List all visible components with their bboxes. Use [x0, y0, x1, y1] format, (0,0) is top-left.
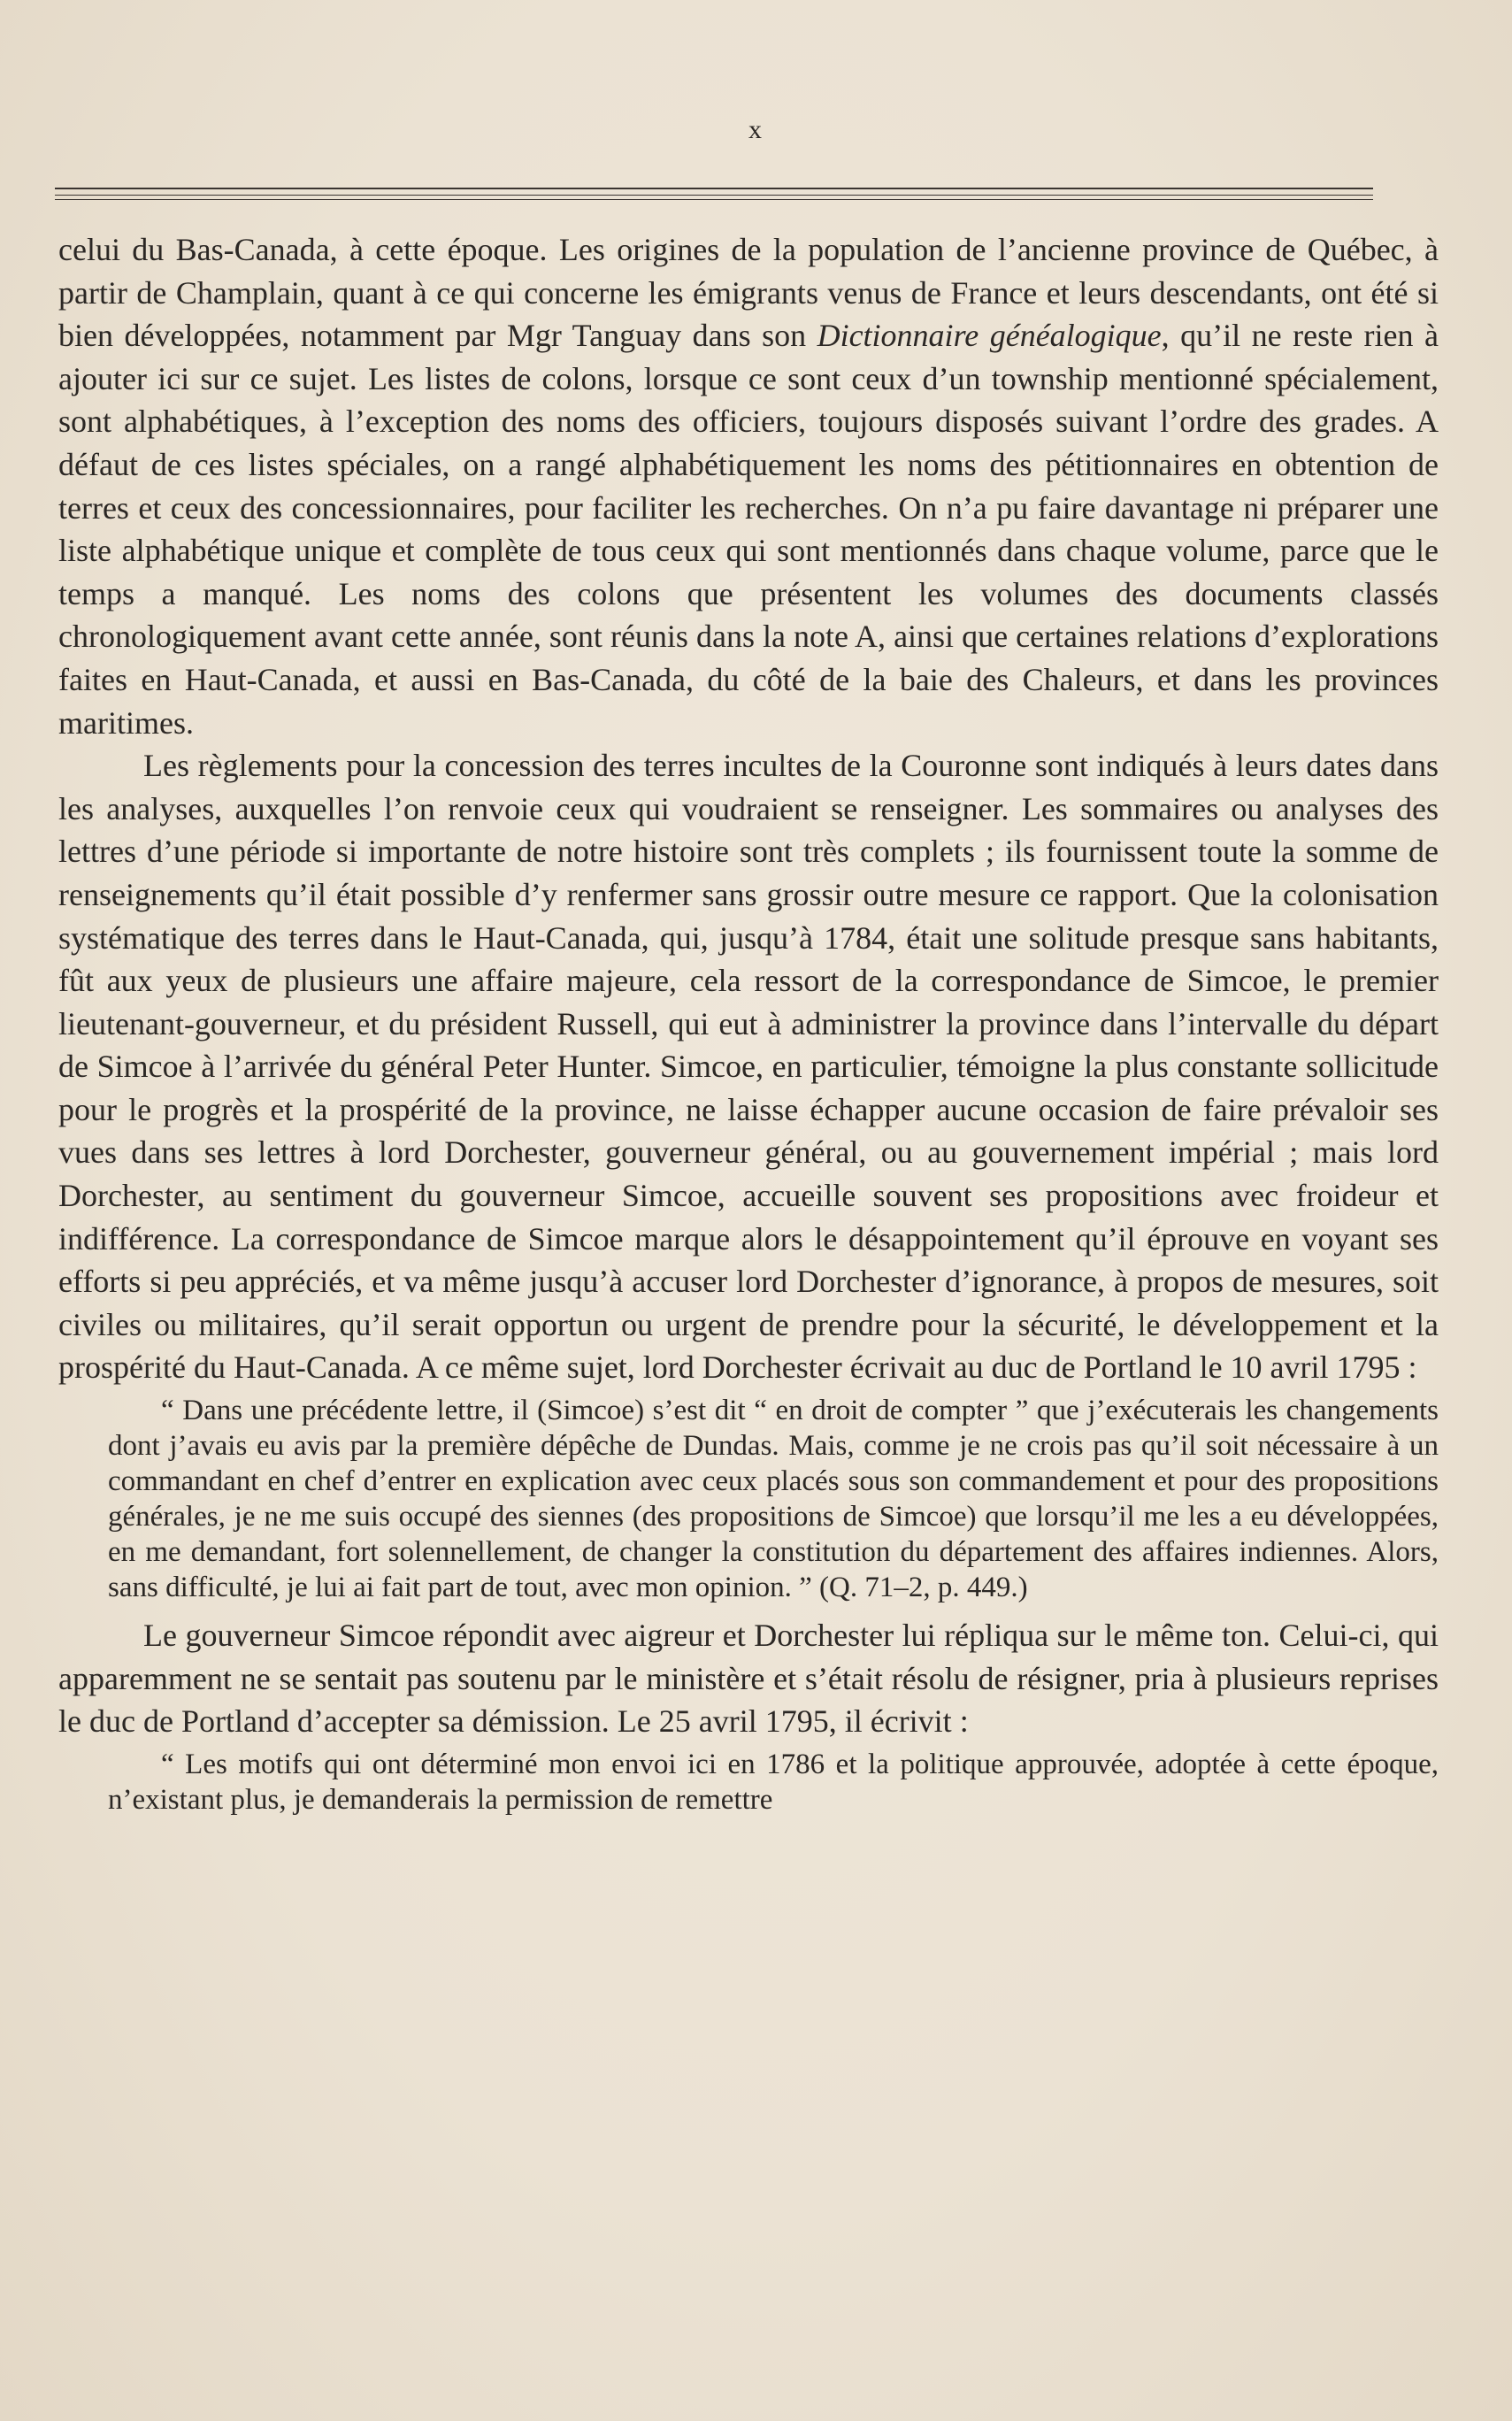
dictionnaire-title: Dictionnaire généalogique	[817, 318, 1162, 354]
header-rule	[55, 188, 1373, 189]
header-rule-thin	[55, 195, 1373, 196]
paragraph-1-text-a: celui du Bas-Canada, à cette époque. Les origines de la population de l’ancienne province de Québec, à partir de Champlain, quant à ce qui concerne les émigrants venus de France et leurs descendants, ont été si bien développées, notamment par Mgr Tanguay dans son	[58, 232, 1439, 354]
paragraph-1-text-b: , qu’il ne reste rien à ajouter ici sur ce sujet. Les listes de colons, lorsque ce sont ceux d’un township mentionné spécialement, sont alphabétiques, à l’exception des noms des officiers, toujours disposés suivant l’ordre des grades. A défaut de ces listes spéciales, on a rangé alphabétiquement les noms des pétitionnaires en obtention de terres et ceux des concessionnaires, pour faciliter les recherches. On n’a pu faire davantage ni préparer une liste alphabétique unique et complète de tous ceux qui sont mentionnés dans chaque volume, parce que le temps a manqué. Les noms des colons que présentent les volumes des documents classés chronologiquement avant cette année, sont réunis dans la note A, ainsi que certaines relations d’explorations faites en Haut-Canada, et aussi en Bas-Canada, du côté de la baie des Chaleurs, et dans les provinces maritimes.	[58, 318, 1439, 741]
paragraph-3: Le gouverneur Simcoe répondit avec aigreur et Dorchester lui répliqua sur le même ton. Celui-ci, qui apparemment ne se sentait pas soutenu par le ministère et s’était résolu de résigner, pria à plusieurs reprises le duc de Portland d’accepter sa démission. Le 25 avril 1795, il écrivit :	[58, 1618, 1439, 1740]
paragraph-2: Les règlements pour la concession des terres incultes de la Couronne sont indiqués à leurs dates dans les analyses, auxquelles l’on renvoie ceux qui voudraient se renseigner. Les sommaires ou analyses des lettres d’une période si importante de notre histoire sont très complets ; ils fournissent toute la somme de renseignements qu’il était possible d’y renfermer sans grossir outre mesure ce rapport. Que la colonisation systématique des terres dans le Haut-Canada, qui, jusqu’à 1784, était une solitude presque sans habitants, fût aux yeux de plusieurs une affaire majeure, cela ressort de la correspondance de Simcoe, le premier lieutenant-gouverneur, et du président Russell, qui eut à administrer la province dans l’intervalle du départ de Simcoe à l’arrivée du général Peter Hunter. Simcoe, en particulier, témoigne la plus constante sollicitude pour le progrès et la prospérité de la province, ne laisse échapper aucune occasion de faire prévaloir ses vues dans ses lettres à lord Dorchester, gouverneur général, ou au gouvernement impérial ; mais lord Dorchester, au sentiment du gouverneur Simcoe, accueille souvent ses propositions avec froideur et indifférence. La correspondance de Simcoe marque alors le désappointement qu’il éprouve en voyant ses efforts si peu appréciés, et va même jusqu’à accuser lord Dorchester d’ignorance, à propos de mesures, soit civiles ou militaires, qu’il serait opportun ou urgent de prendre pour la sécurité, le développement et la prospérité du Haut-Canada. A ce même sujet, lord Dorchester écrivait au duc de Portland le 10 avril 1795 :	[58, 748, 1439, 1386]
header-rule-thin-lower	[55, 199, 1373, 200]
quote-1-reference: (Q. 71–2, p. 449.)	[819, 1572, 1028, 1604]
page-number: x	[748, 115, 764, 144]
body-text	[58, 228, 1439, 1826]
quote-1-text: “ Dans une précédente lettre, il (Simcoe) s’est dit “ en droit de compter ” que j’exécuterais les changements dont j’avais eu avis par la première dépêche de Dundas. Mais, comme je ne crois pas qu’il soit nécessaire à un commandant en chef d’entrer en explication avec ceux placés sous son commandement et pour des propositions générales, je ne me suis occupé des siennes (des propositions de Simcoe) que lorsqu’il me les a eu développées, en me demandant, fort solennellement, de changer la constitution du département des affaires indiennes. Alors, sans difficulté, je lui ai fait part de tout, avec mon opinion. ”	[108, 1395, 1439, 1604]
paragraph-1	[58, 228, 1439, 744]
block-quote-resignation: “ Les motifs qui ont déterminé mon envoi ici en 1786 et la politique approuvée, adoptée à cette époque, n’existant plus, je demanderais la permission de remettre	[108, 1748, 1439, 1816]
block-quote-dorchester	[108, 1393, 1439, 1605]
